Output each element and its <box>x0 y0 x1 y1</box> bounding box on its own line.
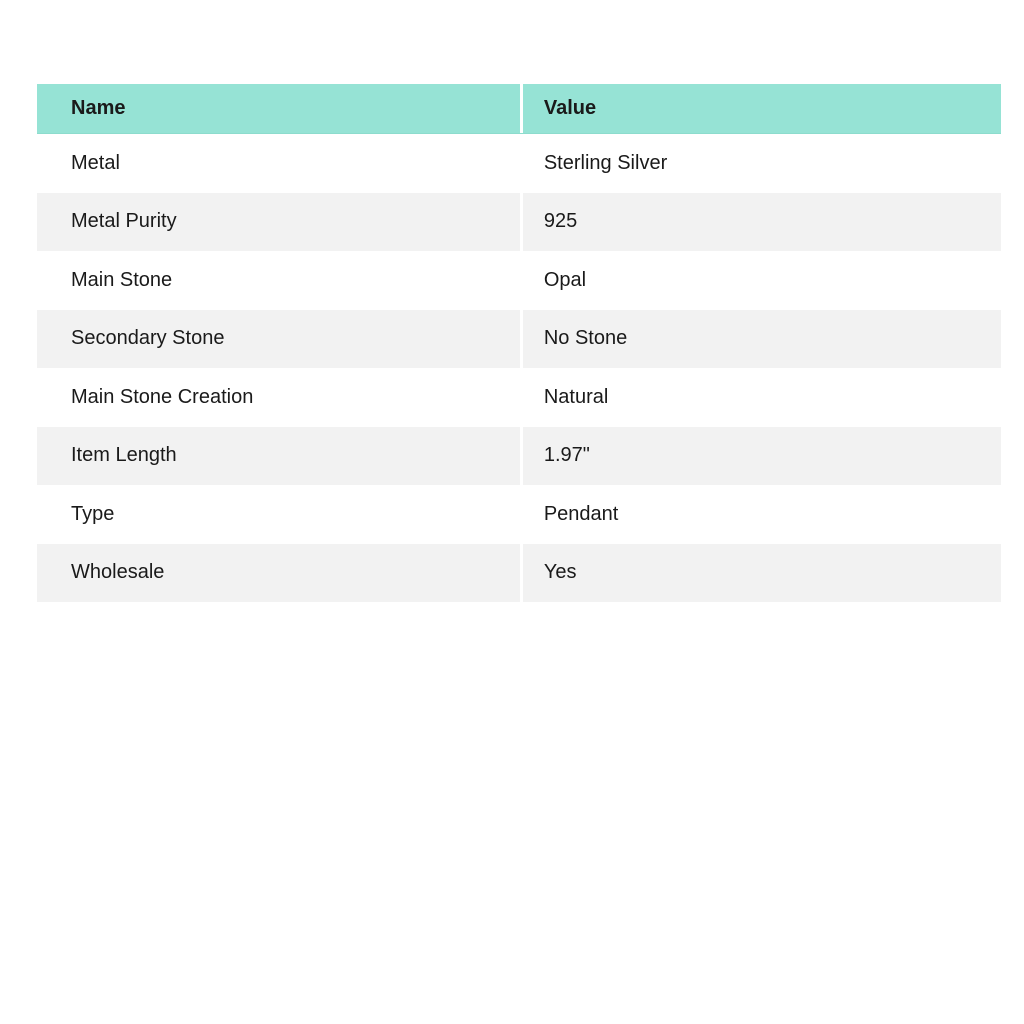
attribute-name: Main Stone <box>71 268 173 291</box>
attribute-value: Natural <box>543 385 609 408</box>
attribute-value-cell <box>523 310 1001 369</box>
attribute-value-cell <box>523 427 1001 486</box>
attribute-value: 1.97" <box>543 444 590 467</box>
table-row-metal <box>37 134 1001 193</box>
header-cell-name <box>37 84 523 133</box>
table-row-type <box>37 485 1001 544</box>
table-row-wholesale <box>37 544 1001 603</box>
product-attributes-table <box>37 84 1001 602</box>
table-row-secondary-stone <box>37 310 1001 369</box>
attribute-value-cell <box>523 368 1001 427</box>
attribute-name: Wholesale <box>71 561 165 584</box>
attribute-value: Sterling Silver <box>543 151 668 174</box>
attribute-name-cell <box>37 427 523 486</box>
attribute-value: 925 <box>543 210 578 233</box>
attribute-name-cell <box>37 544 523 603</box>
attribute-value-cell <box>523 193 1001 252</box>
attribute-value-cell <box>523 134 1001 193</box>
table-row-item-length <box>37 427 1001 486</box>
header-name-label: Name <box>71 97 126 119</box>
table-row-main-stone-creation <box>37 368 1001 427</box>
attribute-name-cell <box>37 251 523 310</box>
attribute-name-cell <box>37 134 523 193</box>
header-cell-value <box>523 84 1001 133</box>
table-row-metal-purity <box>37 193 1001 252</box>
attribute-name: Item Length <box>71 444 177 467</box>
attribute-name: Secondary Stone <box>71 327 225 350</box>
attribute-value: Pendant <box>543 502 619 525</box>
attribute-value-cell <box>523 544 1001 603</box>
attribute-name: Type <box>71 502 115 525</box>
attribute-name: Metal Purity <box>71 210 177 233</box>
attribute-name-cell <box>37 368 523 427</box>
header-value-label: Value <box>543 97 597 119</box>
attribute-name: Metal <box>71 151 120 174</box>
attribute-name-cell <box>37 485 523 544</box>
attribute-value: Yes <box>543 561 577 584</box>
attribute-name-cell <box>37 193 523 252</box>
attribute-value-cell <box>523 485 1001 544</box>
attribute-value: Opal <box>543 268 587 291</box>
table-row-main-stone <box>37 251 1001 310</box>
attribute-value-cell <box>523 251 1001 310</box>
attribute-name-cell <box>37 310 523 369</box>
attribute-value: No Stone <box>543 327 628 350</box>
attribute-name: Main Stone Creation <box>71 385 254 408</box>
table-header-row <box>37 84 1001 134</box>
